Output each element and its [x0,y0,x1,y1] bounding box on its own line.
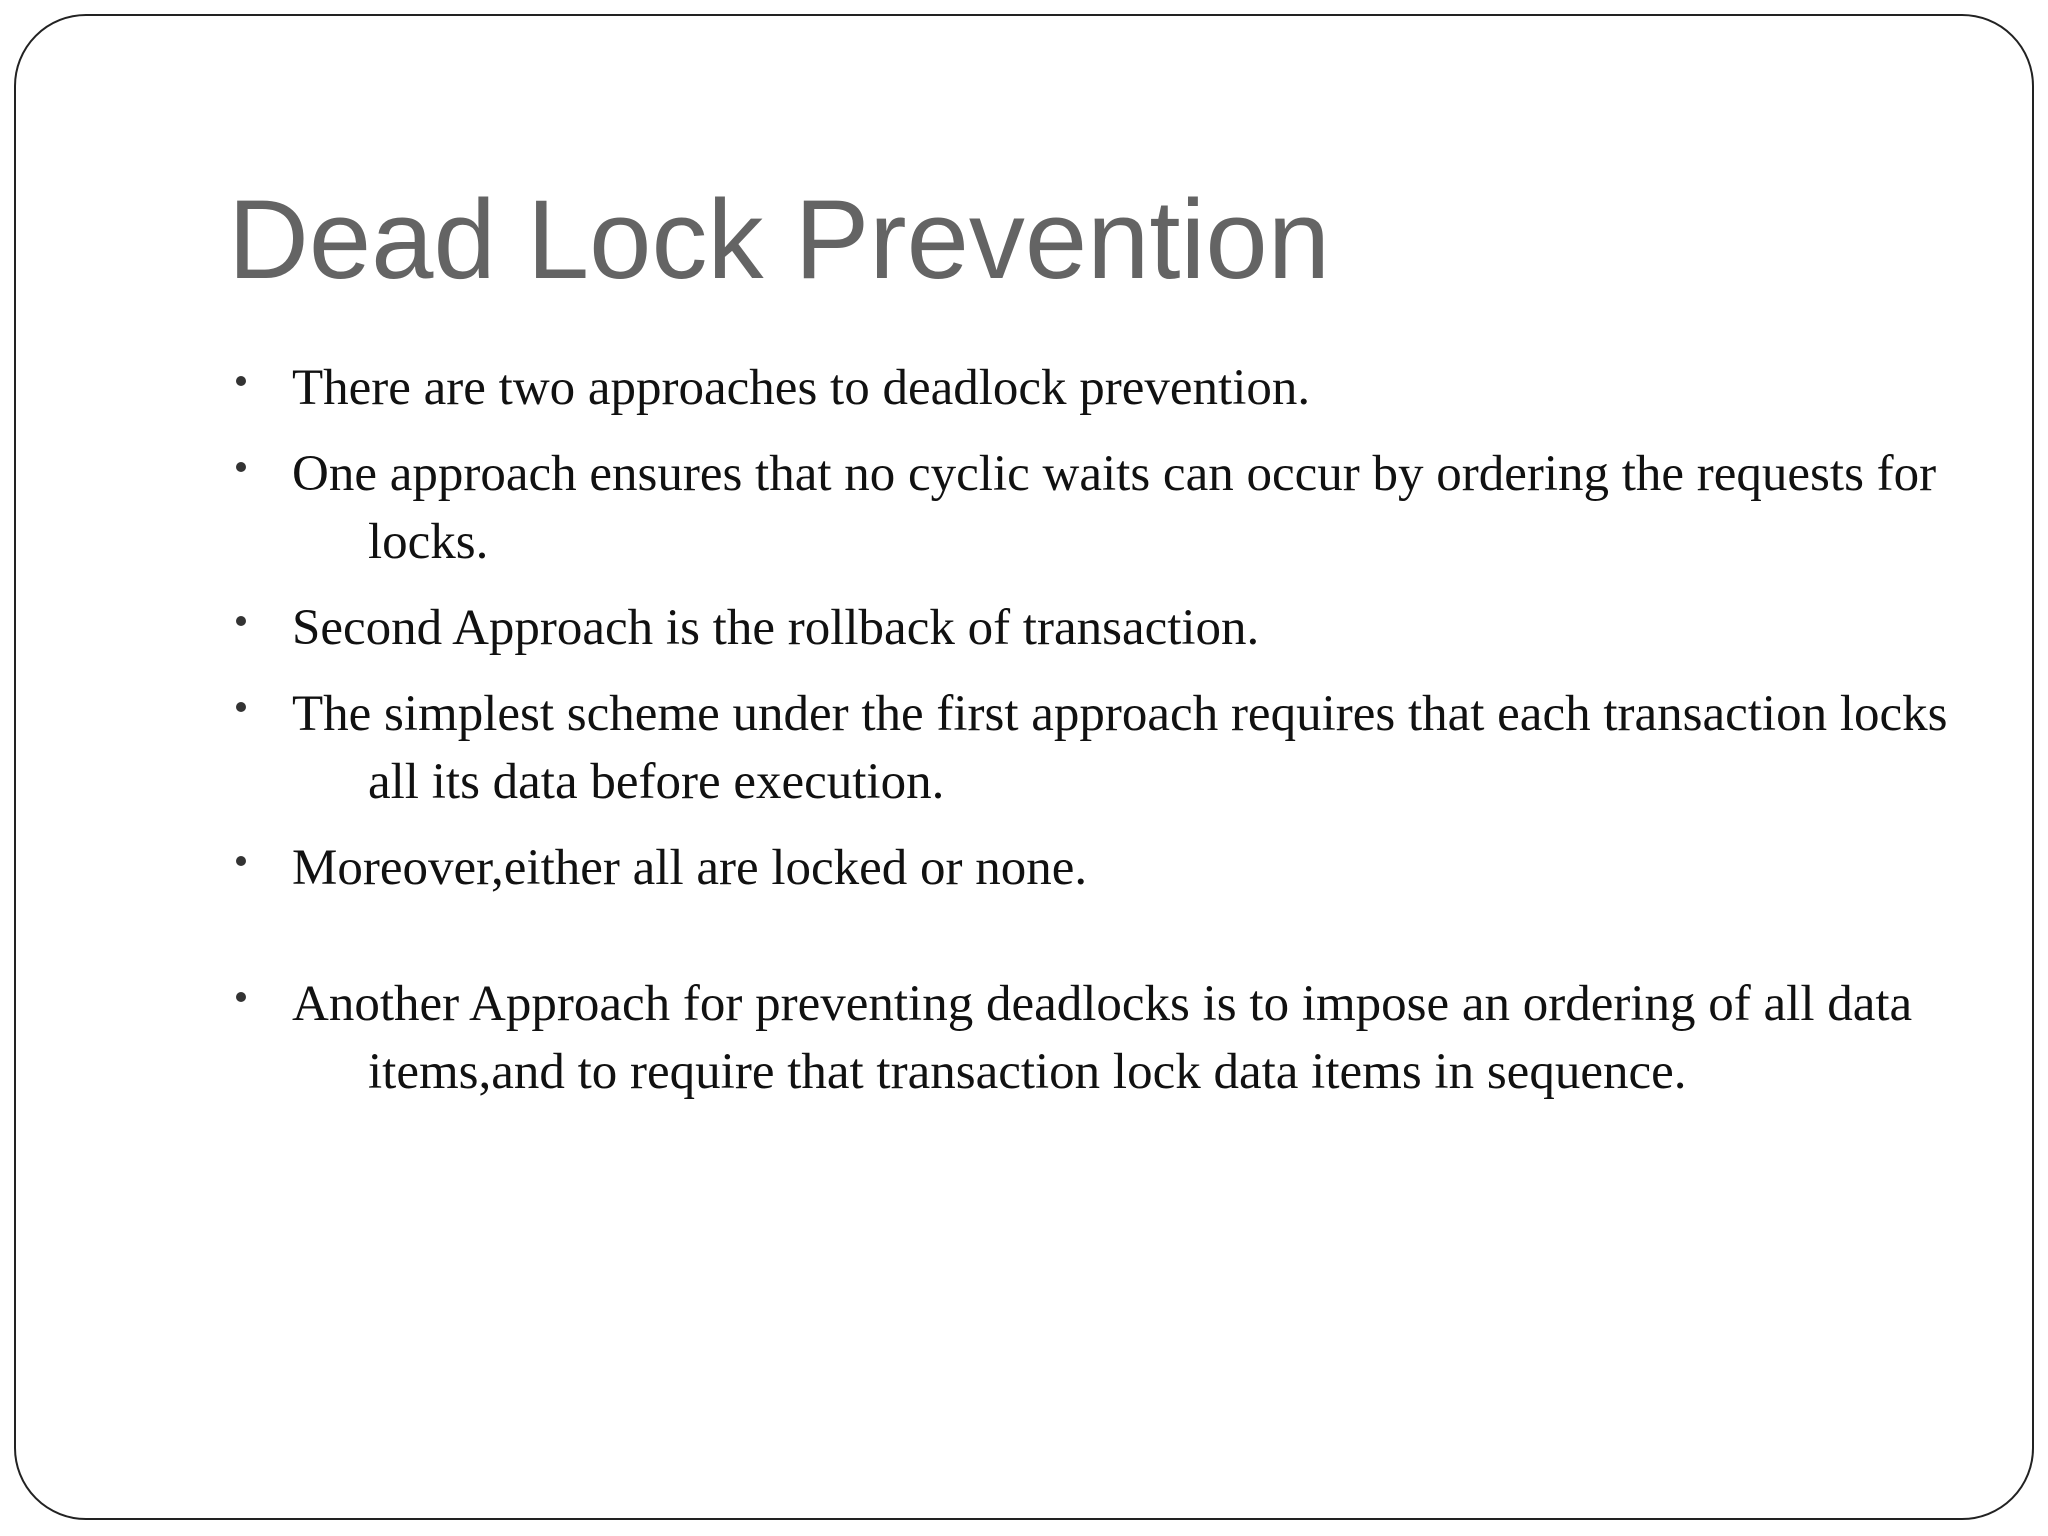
bullet-item [226,594,1986,662]
bullet-dot-icon [236,856,246,866]
bullet-item [226,970,1986,1106]
bullet-text: Second Approach is the rollback of transaction. [292,600,1260,656]
bullet-text: Another Approach for preventing deadlocks is to impose an ordering of all data items,and to require that transaction lock data items in sequence. [292,976,1913,1100]
bullet-item [226,680,1986,816]
bullet-text: Moreover,either all are locked or none. [292,840,1088,896]
bullet-dot-icon [236,616,246,626]
bullet-item [226,834,1986,902]
bullet-text: One approach ensures that no cyclic waits can occur by ordering the requests for locks. [292,446,1937,570]
bullet-dot-icon [236,462,246,472]
bullet-item [226,354,1986,422]
slide [14,14,2034,1520]
bullet-item [226,440,1986,576]
bullet-text: The simplest scheme under the first approach requires that each transaction locks all its data before execution. [292,686,1948,810]
bullet-dot-icon [236,992,246,1002]
bullet-text: There are two approaches to deadlock prevention. [292,360,1311,416]
bullet-dot-icon [236,376,246,386]
bullet-dot-icon [236,702,246,712]
bullet-list [226,354,1986,1124]
slide-title: Dead Lock Prevention [228,177,1331,302]
